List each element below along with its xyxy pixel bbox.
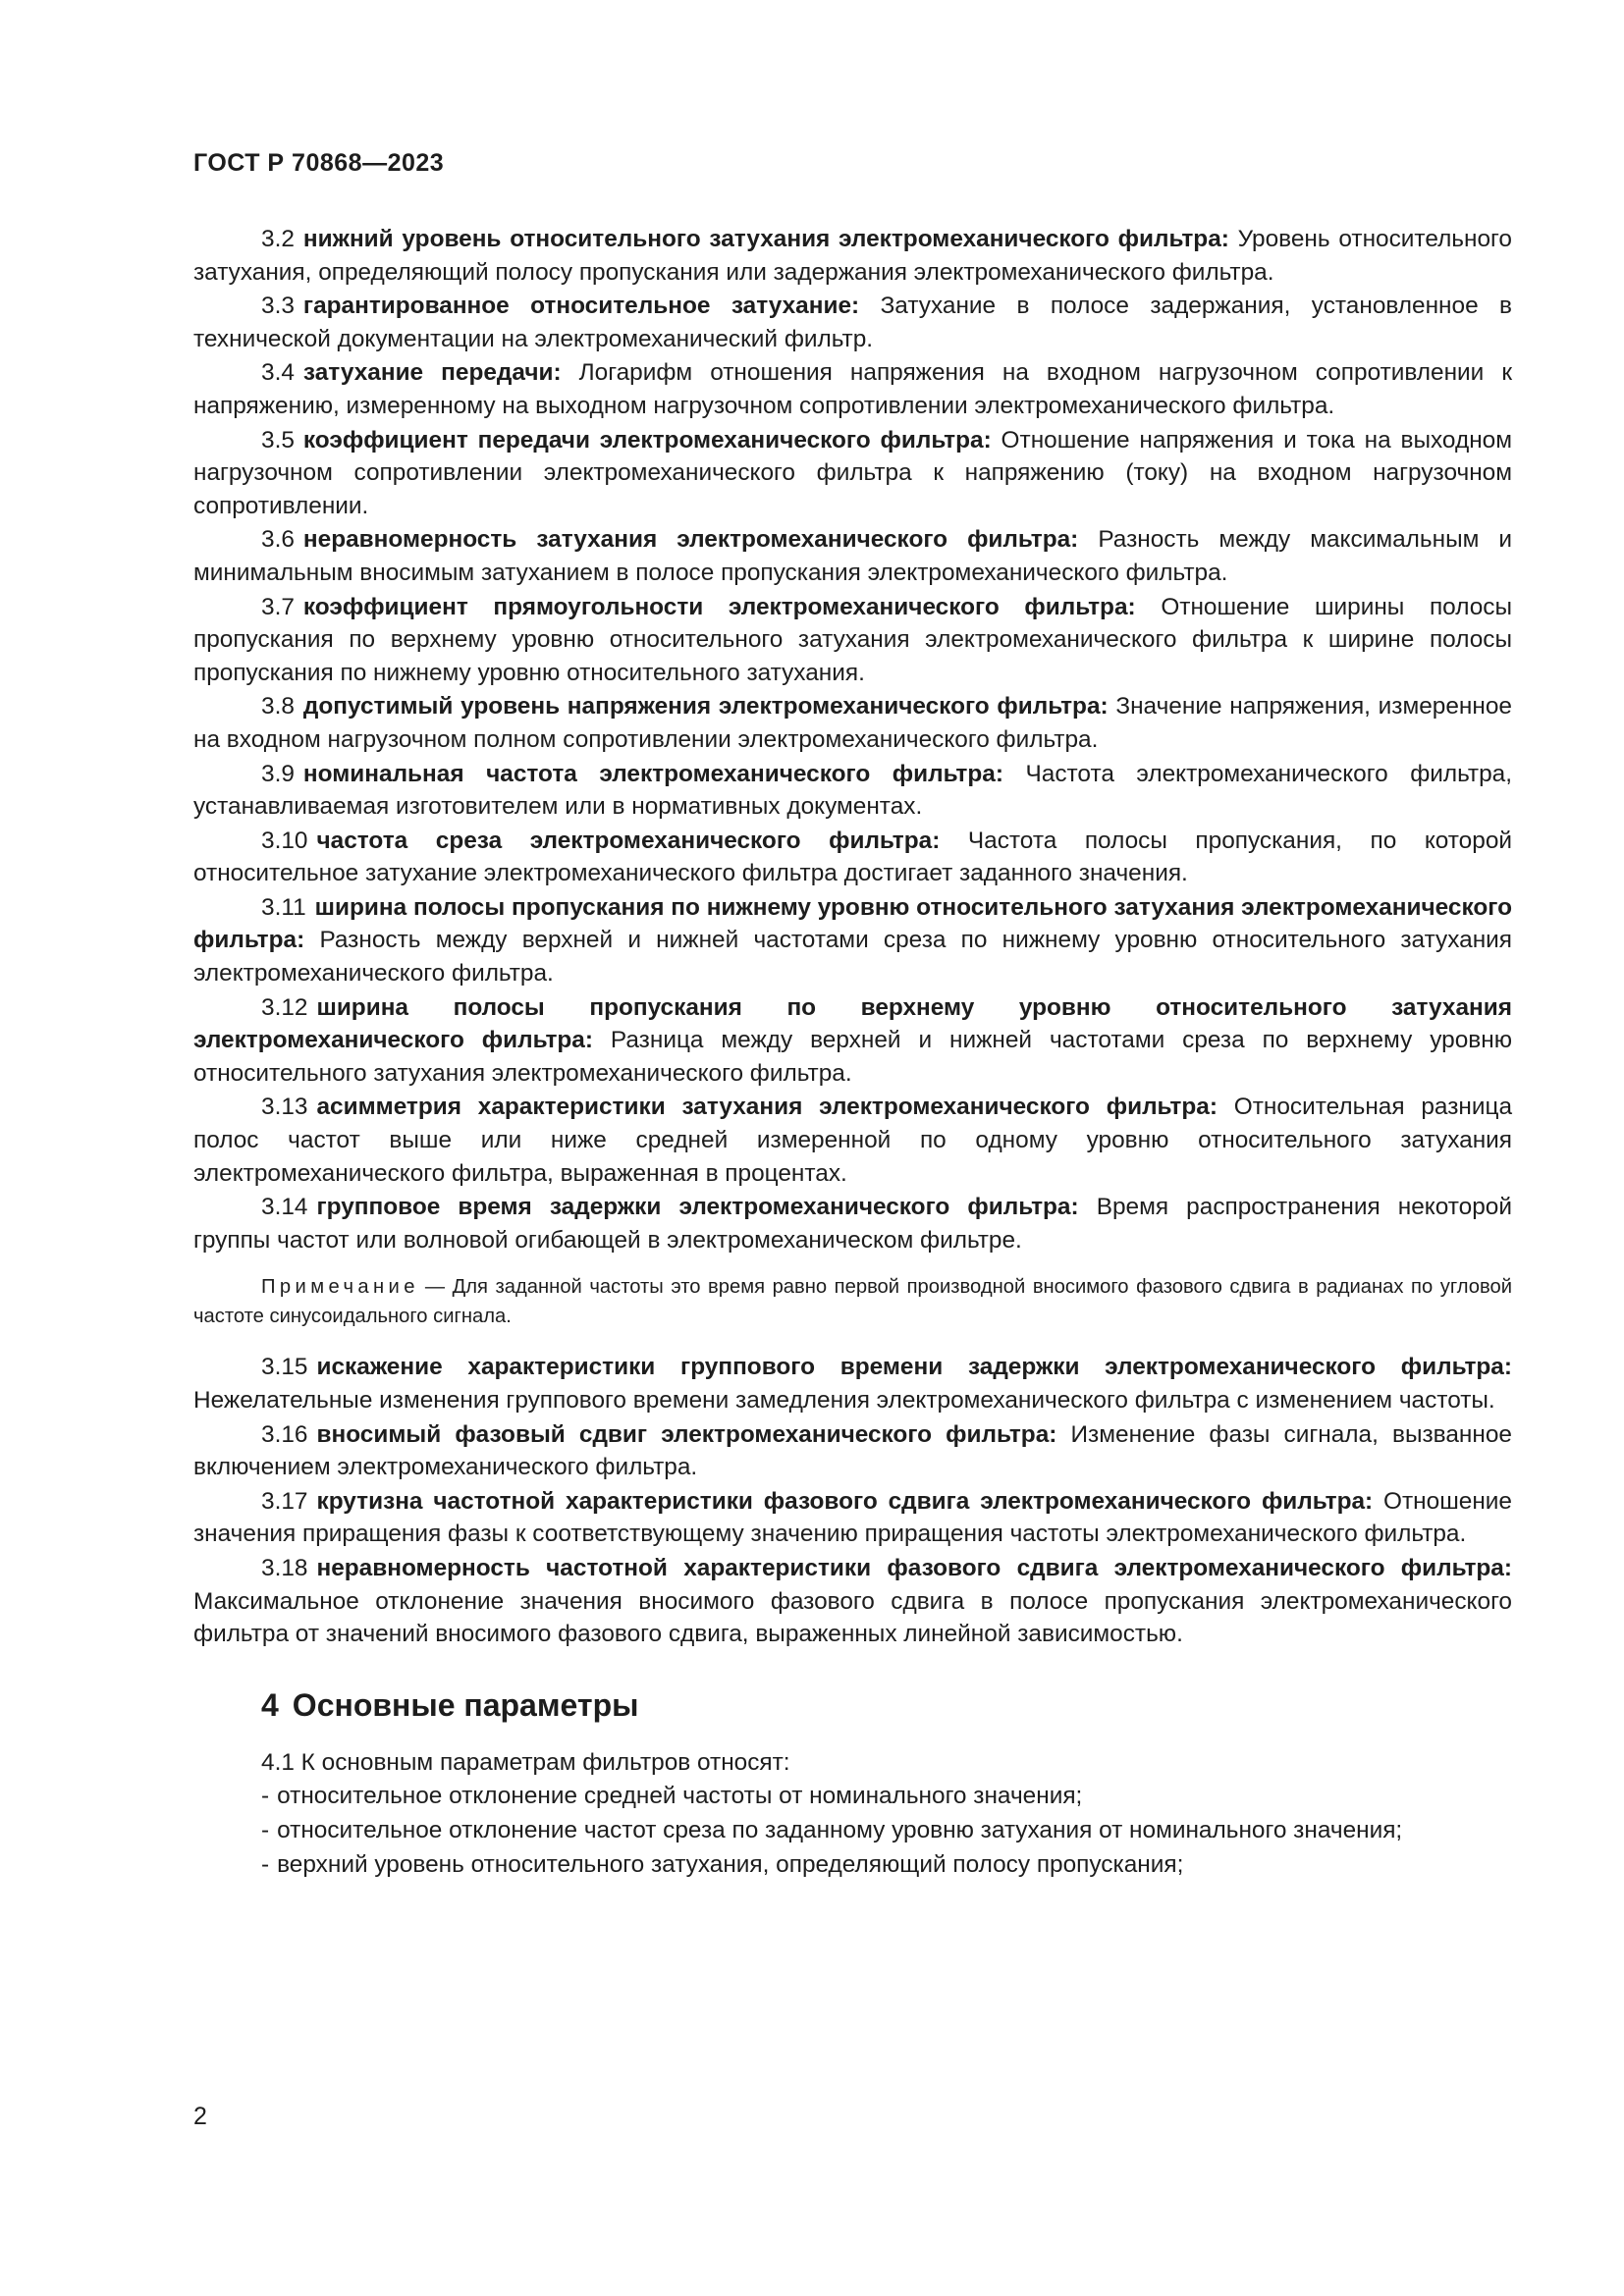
term-entry	[193, 591, 1512, 690]
term-definition: Максимальное отклонение значения вносимого фазового сдвига в полосе пропускания электромеханического фильтра от значений вносимого фазового сдвига, выраженных линейной зависимостью.	[193, 1587, 1512, 1648]
term-name: частота среза электромеханического фильтра:	[316, 827, 941, 854]
term-definition: Нежелательные изменения группового времени замедления электромеханического фильтра с изменением частоты.	[193, 1387, 1495, 1414]
list-item	[193, 1814, 1512, 1847]
term-entry	[193, 1418, 1512, 1484]
term-name: затухание передачи:	[302, 359, 562, 387]
term-entry	[193, 1552, 1512, 1651]
list-dash: -	[261, 1816, 270, 1843]
section-title-text: Основные параметры	[292, 1686, 639, 1723]
term-entry	[193, 523, 1512, 589]
term-definition: Относительная разница полос частот выше или ниже средней измеренной по одному уровню относительного затухания электромеханического фильтра, выраженная в процентах.	[193, 1094, 1513, 1187]
term-number: 3.11	[261, 893, 306, 921]
list-dash: -	[261, 1783, 270, 1810]
page-header: ГОСТ Р 70868—2023	[193, 149, 445, 177]
term-entry	[193, 290, 1512, 355]
term-entry	[193, 758, 1512, 824]
term-definition: Отношение ширины полосы пропускания по верхнему уровню относительного затухания электромеханического фильтра к ширине полосы пропускания по нижнему уровню относительного затухания.	[193, 593, 1513, 686]
term-number: 3.2	[261, 226, 295, 252]
terms-list	[193, 223, 1512, 1256]
term-entry	[193, 223, 1512, 289]
term-number: 3.5	[261, 426, 295, 454]
list-item	[193, 1848, 1512, 1882]
term-name: крутизна частотной характеристики фазового сдвига электромеханического фильтра:	[316, 1487, 1374, 1515]
term-number: 3.17	[261, 1487, 308, 1515]
term-name: ширина полосы пропускания по нижнему уровню относительного затухания электромеханического фильтра:	[193, 893, 1512, 954]
term-entry	[193, 825, 1512, 890]
term-definition: Частота полосы пропускания, по которой относительное затухание электромеханического фильтра достигает заданного значения.	[193, 827, 1513, 887]
term-number: 3.10	[261, 827, 308, 854]
term-number: 3.18	[261, 1554, 308, 1581]
term-entry	[193, 1191, 1512, 1256]
term-name: коэффициент передачи электромеханического фильтра:	[302, 426, 992, 454]
term-definition: Значение напряжения, измеренное на входном нагрузочном полном сопротивлении электромеханического фильтра.	[193, 693, 1512, 753]
parameters-list	[193, 1780, 1512, 1881]
term-name: неравномерность частотной характеристики фазового сдвига электромеханического фильтра:	[316, 1554, 1512, 1581]
term-definition: Отношение напряжения и тока на выходном нагрузочном сопротивлении электромеханического фильтра к напряжению (току) на входном нагрузочном сопротивлении.	[193, 426, 1512, 519]
term-definition: Отношение значения приращения фазы к соответствующему значению приращения частоты электромеханического фильтра.	[193, 1487, 1512, 1548]
term-entry	[193, 1485, 1512, 1551]
term-entry	[193, 1091, 1512, 1190]
term-entry	[193, 1351, 1512, 1416]
term-definition: Затухание в полосе задержания, установленное в технической документации на электромеханический фильтр.	[193, 293, 1513, 352]
term-name: асимметрия характеристики затухания электромеханического фильтра:	[316, 1094, 1218, 1121]
term-number: 3.15	[261, 1354, 308, 1381]
term-definition: Уровень относительного затухания, определяющий полосу пропускания или задержания электромеханического фильтра.	[193, 226, 1512, 286]
terms-list-continued	[193, 1351, 1512, 1650]
term-name: гарантированное относительное затухание:	[302, 293, 860, 320]
term-definition: Частота электромеханического фильтра, устанавливаемая изготовителем или в нормативных документах.	[193, 760, 1512, 821]
term-definition: Время распространения некоторой группы частот или волновой огибающей в электромеханическом фильтре.	[193, 1194, 1512, 1254]
term-number: 3.4	[261, 359, 295, 387]
term-name: ширина полосы пропускания по верхнему уровню относительного затухания электромеханического фильтра:	[193, 993, 1512, 1054]
term-number: 3.13	[261, 1094, 308, 1121]
note-label: Примечание	[261, 1276, 419, 1299]
term-entry	[193, 690, 1512, 756]
term-name: нижний уровень относительного затухания электромеханического фильтра:	[302, 226, 1229, 252]
list-dash: -	[261, 1850, 270, 1878]
page-number: 2	[193, 2103, 207, 2130]
note	[193, 1272, 1512, 1331]
term-name: неравномерность затухания электромеханического фильтра:	[302, 526, 1079, 554]
term-definition: Разность между верхней и нижней частотами среза по нижнему уровню относительного затухания электромеханического фильтра.	[193, 927, 1512, 988]
term-entry	[193, 991, 1512, 1091]
term-name: вносимый фазовый сдвиг электромеханического фильтра:	[316, 1420, 1057, 1448]
list-item-text: относительное отклонение средней частоты от номинального значения;	[277, 1783, 1083, 1810]
term-name: допустимый уровень напряжения электромеханического фильтра:	[302, 693, 1109, 721]
term-entry	[193, 424, 1512, 523]
term-number: 3.9	[261, 760, 295, 787]
list-item-text: верхний уровень относительного затухания, определяющий полосу пропускания;	[277, 1850, 1184, 1878]
term-entry	[193, 891, 1512, 990]
list-item	[193, 1780, 1512, 1813]
term-entry	[193, 356, 1512, 422]
term-definition: Разность между максимальным и минимальным вносимым затуханием в полосе пропускания электромеханического фильтра.	[193, 526, 1513, 586]
note-text: — Для заданной частоты это время равно первой производной вносимого фазового сдвига в радианах по угловой частоте синусоидального сигнала.	[193, 1276, 1512, 1328]
term-definition: Логарифм отношения напряжения на входном нагрузочном сопротивлении к напряжению, измеренному на выходном нагрузочном сопротивлении электромеханического фильтра.	[193, 359, 1513, 419]
term-number: 3.3	[261, 293, 295, 320]
term-number: 3.14	[261, 1194, 308, 1221]
term-number: 3.7	[261, 593, 295, 620]
section-intro: 4.1 К основным параметрам фильтров относят:	[261, 1748, 790, 1776]
term-name: коэффициент прямоугольности электромеханического фильтра:	[302, 593, 1136, 620]
section-number: 4	[261, 1686, 279, 1723]
term-name: групповое время задержки электромеханического фильтра:	[316, 1194, 1079, 1221]
term-number: 3.8	[261, 693, 295, 721]
document-body	[193, 223, 1512, 1882]
term-name: искажение характеристики группового времени задержки электромеханического фильтра:	[316, 1354, 1512, 1381]
term-number: 3.12	[261, 993, 308, 1021]
term-definition: Разница между верхней и нижней частотами среза по верхнему уровню относительного затухания электромеханического фильтра.	[193, 1027, 1512, 1087]
term-definition: Изменение фазы сигнала, вызванное включением электромеханического фильтра.	[193, 1420, 1512, 1481]
list-item-text: относительное отклонение частот среза по заданному уровню затухания от номинального значения;	[277, 1816, 1403, 1843]
term-number: 3.6	[261, 526, 295, 554]
term-number: 3.16	[261, 1420, 308, 1448]
term-name: номинальная частота электромеханического фильтра:	[302, 760, 1003, 787]
section-heading	[261, 1685, 1512, 1725]
